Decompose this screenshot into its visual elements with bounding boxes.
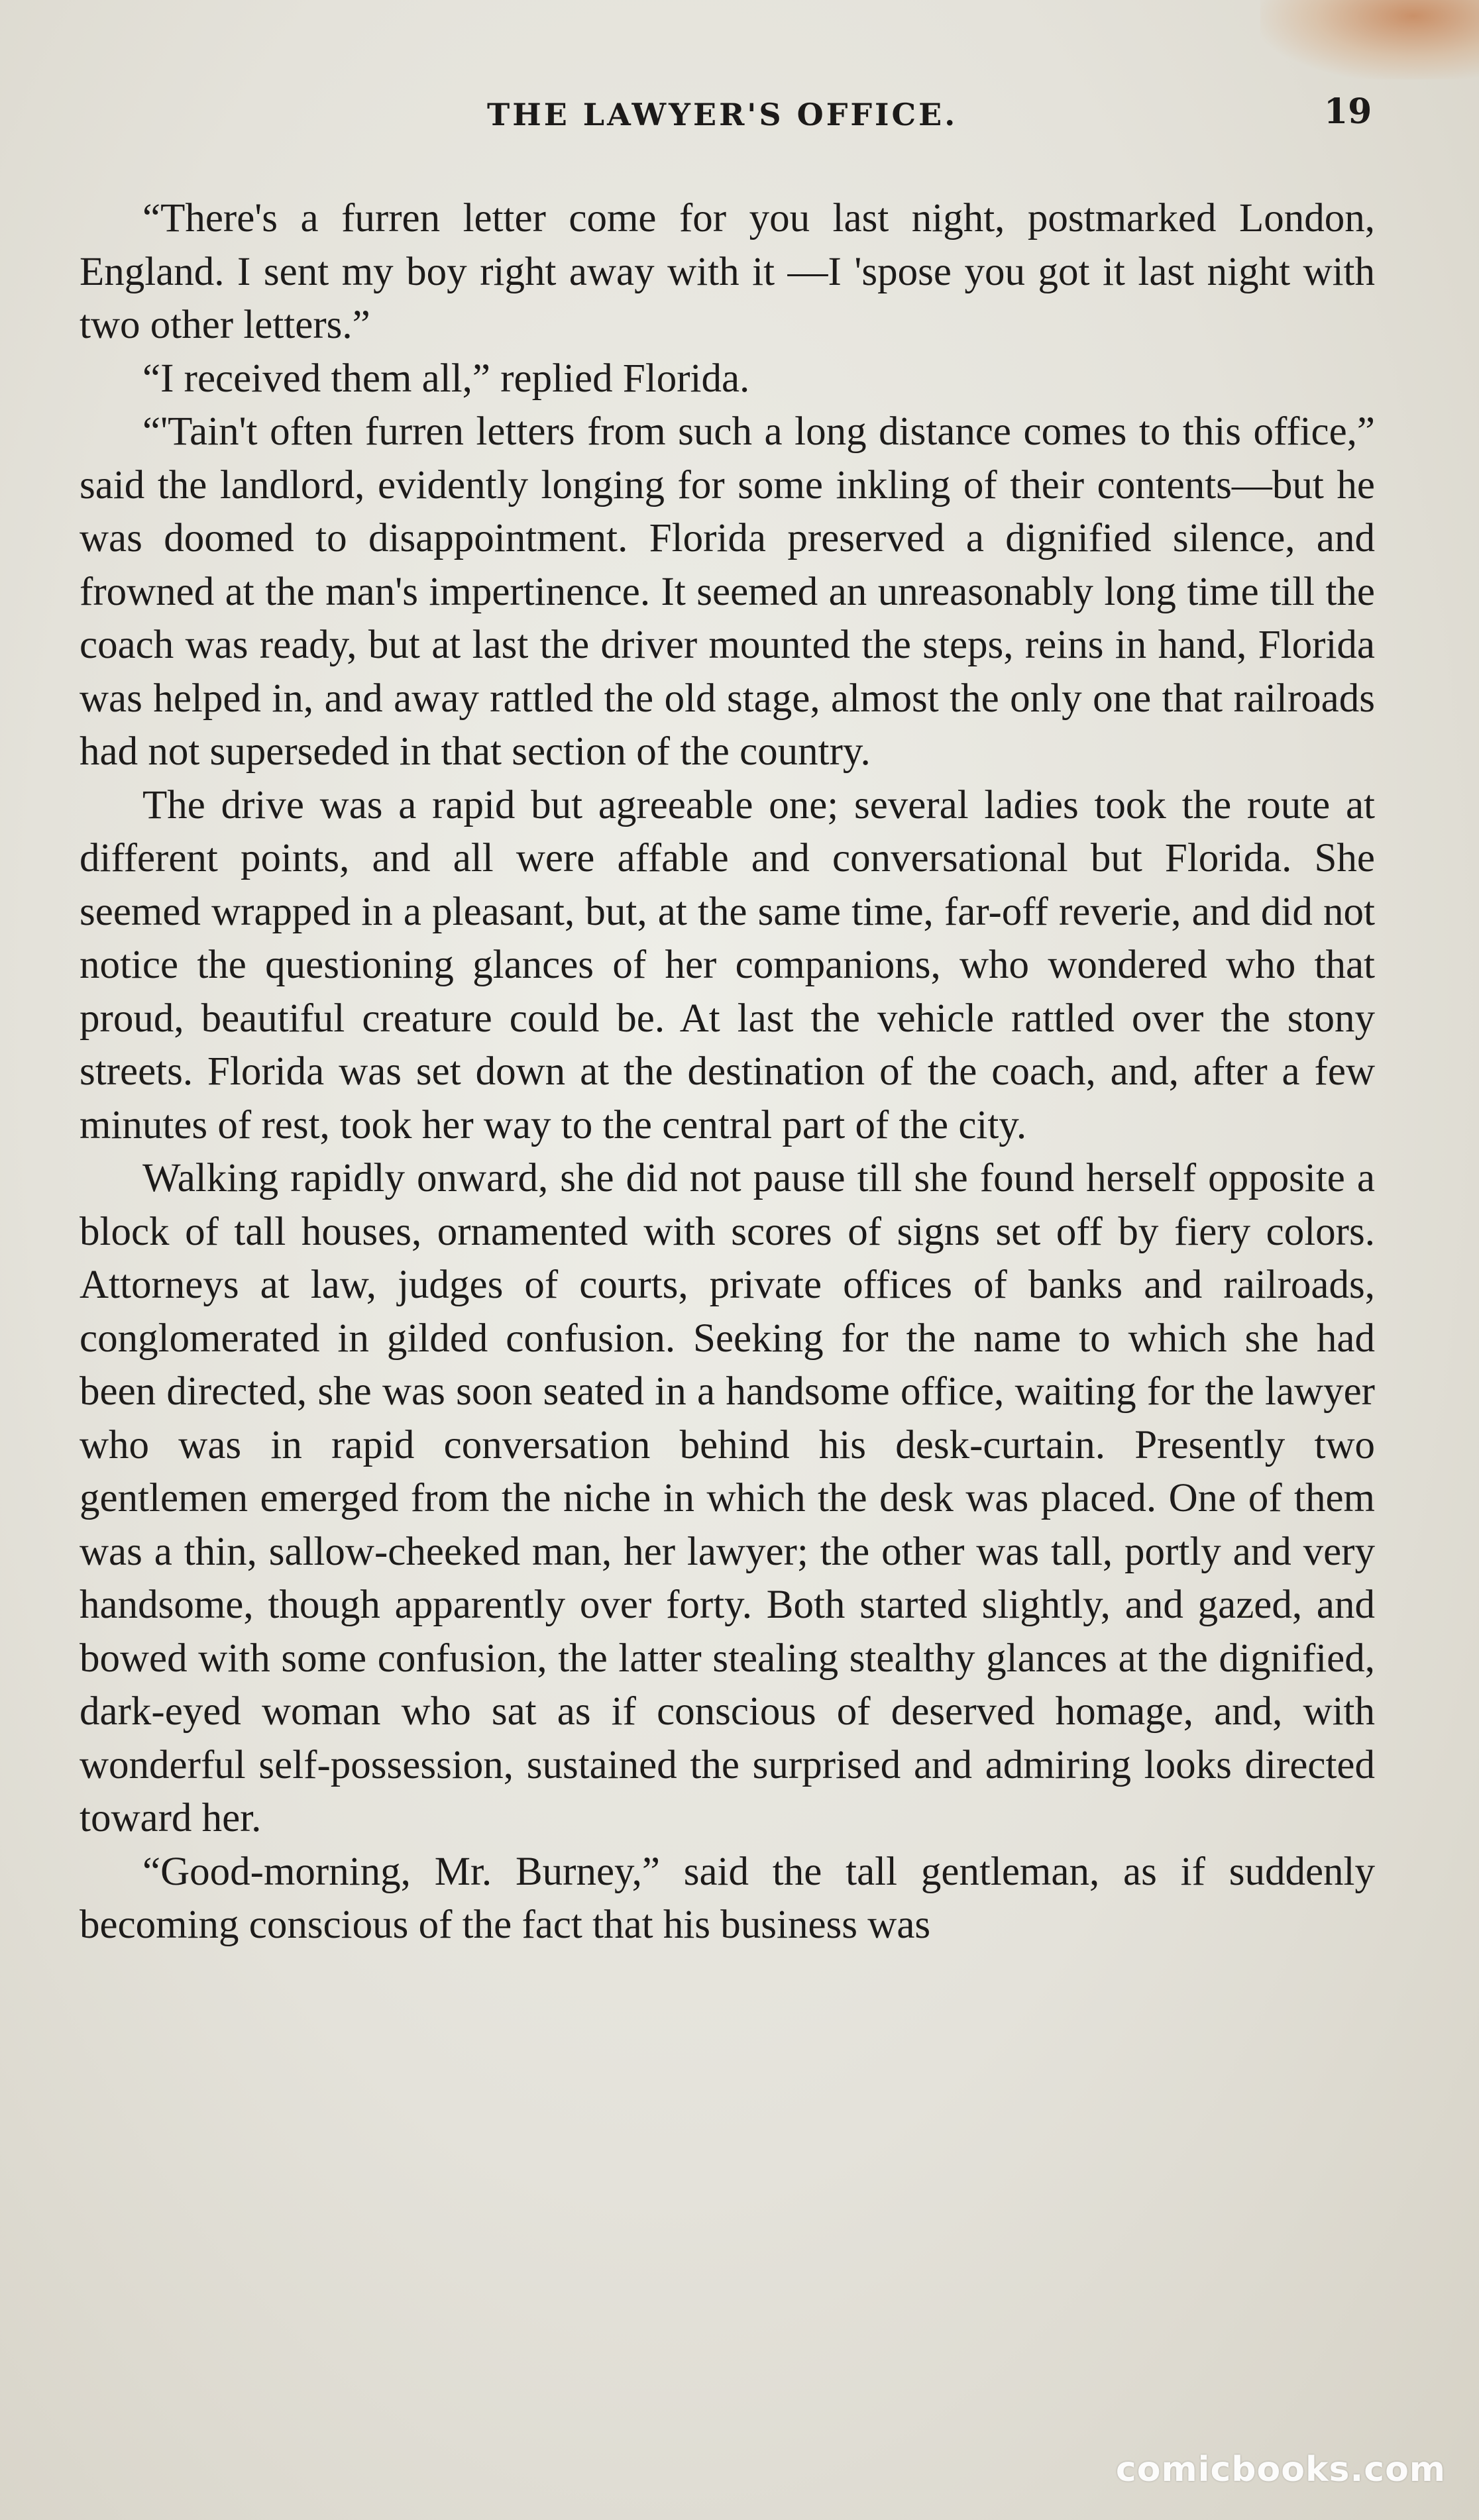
paragraph: “'Tain't often furren letters from such a long distance comes to this office,” said the landlord, evidently longing for some inkling of their contents—but he was doomed to disappointment. Florida preserved a dignified silence, and frowned at the man's impertinence. It seemed an unreasonably long time till the coach was ready, but at last the driver mounted the steps, reins in hand, Florida was helped in, and away rattled the old stage, almost the only one that railroads had not superseded in that section of the country. — [80, 409, 1375, 774]
paragraph: “I received them all,” replied Florida. — [142, 356, 750, 401]
paragraph: The drive was a rapid but agreeable one; several ladies took the route at different points, and all were affable and conversational but Florida. She seemed wrapped in a pleasant, but, at the same time, far-off reverie, and did not notice the questioning glances of her companions, who wondered who that proud, beautiful creature could be. At last the vehicle rattled over the stony streets. Florida was set down at the destination of the coach, and, after a few minutes of rest, took her way to the central part of the city. — [80, 782, 1375, 1147]
body-text — [80, 192, 1375, 1952]
page-stain — [1260, 0, 1479, 79]
paragraph: “There's a furren letter come for you last night, postmarked London, England. I sent my boy right away with it —I 'spose you got it last night with two other letters.” — [80, 196, 1375, 347]
paragraph: “Good-morning, Mr. Burney,” said the tall gentleman, as if suddenly becoming conscious of the fact that his business was — [80, 1849, 1375, 1947]
running-head-title: THE LAWYER'S OFFICE. — [487, 97, 958, 132]
paragraph: Walking rapidly onward, she did not pause till she found herself opposite a block of tall houses, ornamented with scores of signs set off by fiery colors. Attorneys at law, judges of courts, private offices of banks and railroads, conglomerated in gilded confusion. Seeking for the name to which she had been directed, she was soon seated in a handsome office, waiting for the lawyer who was in rapid conversation behind his desk-curtain. Presently two gentlemen emerged from the niche in which the desk was placed. One of them was a thin, sallow-cheeked man, her lawyer; the other was tall, portly and very handsome, though apparently over forty. Both started slightly, and gazed, and bowed with some confusion, the latter stealing stealthy glances at the dignified, dark-eyed woman who sat as if conscious of deserved homage, and, with wonderful self-possession, sustained the surprised and admiring looks directed toward her. — [80, 1156, 1375, 1840]
page-number: 19 — [1324, 91, 1372, 132]
running-head — [0, 91, 1479, 151]
watermark: comicbooks.com — [1115, 2450, 1446, 2490]
